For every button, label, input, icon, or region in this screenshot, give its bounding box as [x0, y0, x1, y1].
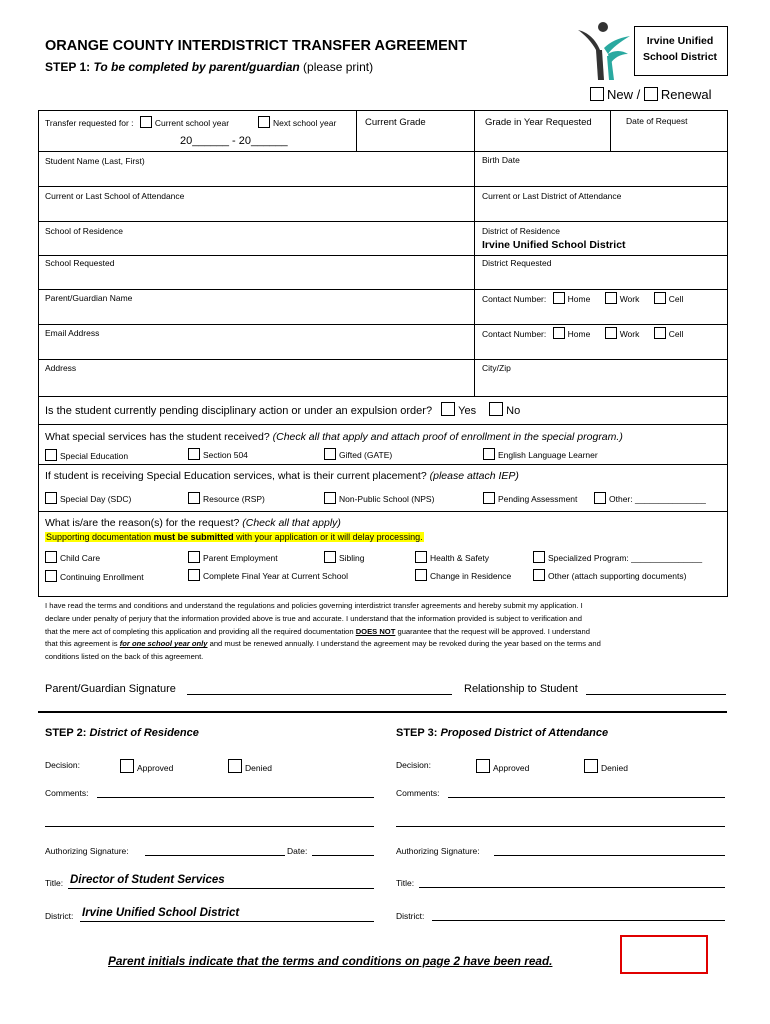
gifted-checkbox[interactable] [324, 448, 336, 460]
col-line [474, 110, 475, 396]
service-option[interactable] [324, 448, 392, 460]
supporting-docs-highlight [45, 532, 424, 542]
school-requested-label: School Requested [45, 258, 115, 268]
option-label: Special Day (SDC) [60, 494, 132, 504]
reason-option[interactable] [188, 551, 278, 563]
placement-note: (please attach IEP) [429, 470, 519, 482]
row-line [38, 324, 727, 325]
current-school-year-checkbox[interactable] [140, 116, 152, 128]
step3-italic: Proposed District of Attendance [440, 727, 609, 739]
terms-text: that the mere act of completing this application and providing all the required documentation [45, 626, 356, 636]
option-label: Pending Assessment [498, 494, 578, 504]
step2-district-value: Irvine Unified School District [82, 907, 240, 919]
no-label: No [506, 405, 521, 417]
disciplinary-question: Is the student currently pending disciplinary action or under an expulsion order? [45, 405, 433, 417]
parent-employment-checkbox[interactable] [188, 551, 200, 563]
service-option[interactable] [45, 449, 128, 461]
next-school-year-label: Next school year [273, 118, 337, 128]
ell-checkbox[interactable] [483, 448, 495, 460]
sdc-checkbox[interactable] [45, 492, 57, 504]
step3-approved-checkbox[interactable] [476, 759, 490, 773]
special-services-label: What special services has the student received? [45, 431, 270, 443]
yes-label: Yes [458, 405, 477, 417]
district-of-residence-label: District of Residence [482, 226, 560, 236]
terms-text: that this agreement is [45, 639, 120, 649]
grade-requested-label: Grade in Year Requested [485, 117, 592, 128]
option-label: Section 504 [203, 450, 248, 460]
approved-label: Approved [493, 763, 530, 773]
step2-date-line[interactable] [312, 855, 374, 856]
specialized-program-checkbox[interactable] [533, 551, 545, 563]
placement-label: If student is receiving Special Education services, what is their current placement? [45, 470, 427, 482]
step3-heading [396, 727, 608, 739]
step2-denied-checkbox[interactable] [228, 759, 242, 773]
contact-number-row-2 [482, 327, 683, 339]
nps-checkbox[interactable] [324, 492, 336, 504]
option-label: English Language Learner [498, 450, 598, 460]
next-year-row [258, 116, 336, 128]
step2-approved-checkbox[interactable] [120, 759, 134, 773]
disciplinary-yes-checkbox[interactable] [441, 402, 455, 416]
other-placement-checkbox[interactable] [594, 492, 606, 504]
step2-approved[interactable] [120, 759, 173, 773]
reason-option[interactable] [45, 551, 100, 563]
disciplinary-row [45, 402, 520, 417]
cell-checkbox[interactable] [654, 292, 666, 304]
row-line [38, 424, 727, 425]
option-label: Sibling [339, 553, 365, 563]
terms-text: and must be renewed annually. I understand the agreement may be revoked during the year based on the terms and [207, 639, 601, 649]
reasons-label: What is/are the reason(s) for the request? [45, 517, 240, 529]
approved-label: Approved [137, 763, 174, 773]
logo-figure-icon [574, 20, 634, 82]
option-label: Health & Safety [430, 553, 490, 563]
step2-authorizing-line[interactable] [145, 855, 285, 856]
terms-line: I have read the terms and conditions and understand the regulations and policies governing interdistrict transfer agreements and hereby submit my application. I [45, 601, 583, 610]
section-504-checkbox[interactable] [188, 448, 200, 460]
student-name-label: Student Name (Last, First) [45, 156, 145, 166]
parent-name-label: Parent/Guardian Name [45, 293, 133, 303]
contact-number-row-1 [482, 292, 683, 304]
step2-title-value: Director of Student Services [70, 874, 225, 886]
step2-comments-line-2[interactable] [45, 826, 374, 827]
reason-option[interactable] [533, 569, 686, 581]
section-divider [38, 711, 727, 713]
other-reason-checkbox[interactable] [533, 569, 545, 581]
form-title: ORANGE COUNTY INTERDISTRICT TRANSFER AGREEMENT [45, 38, 468, 54]
final-year-checkbox[interactable] [188, 569, 200, 581]
option-label: Specialized Program: _______________ [548, 553, 703, 563]
option-label: Gifted (GATE) [339, 450, 393, 460]
step2-title-line[interactable] [68, 888, 374, 889]
option-label: Other (attach supporting documents) [548, 571, 687, 581]
col-line [356, 110, 357, 151]
initials-note: Parent initials indicate that the terms and conditions on page 2 have been read. [108, 954, 553, 968]
placement-question [45, 470, 519, 482]
reason-option[interactable] [45, 570, 144, 582]
birth-date-label: Birth Date [482, 155, 520, 165]
placement-option[interactable] [594, 492, 706, 504]
step3-comments-line-2[interactable] [396, 826, 725, 827]
step3-approved[interactable] [476, 759, 529, 773]
service-option[interactable] [483, 448, 598, 460]
disciplinary-no-checkbox[interactable] [489, 402, 503, 416]
col-line [610, 110, 611, 151]
step2-title-label: Title: [45, 878, 64, 888]
continuing-enrollment-checkbox[interactable] [45, 570, 57, 582]
step3-district-line[interactable] [432, 920, 725, 921]
placement-option[interactable] [483, 492, 577, 504]
reason-option[interactable] [188, 569, 348, 581]
step1-suffix: (please print) [299, 60, 374, 74]
placement-option[interactable] [45, 492, 131, 504]
step3-denied-checkbox[interactable] [584, 759, 598, 773]
option-label: Child Care [60, 553, 101, 563]
highlight-text: with your application or it will delay processing. [233, 532, 423, 542]
step3-denied[interactable] [584, 759, 628, 773]
terms-line [45, 626, 735, 639]
relationship-line[interactable] [586, 694, 726, 695]
email-label: Email Address [45, 328, 100, 338]
step2-decision-label: Decision: [45, 760, 80, 770]
logo-text-line1: Irvine Unified [646, 35, 714, 47]
step1-prefix: STEP 1: [45, 60, 94, 74]
current-grade-label: Current Grade [365, 117, 426, 128]
relationship-label: Relationship to Student [464, 683, 578, 695]
work-checkbox[interactable] [605, 292, 617, 304]
year-range[interactable]: 20______ - 20______ [180, 135, 288, 147]
option-label: Continuing Enrollment [60, 572, 144, 582]
step3-title-label: Title: [396, 878, 415, 888]
cell-label: Cell [668, 329, 684, 339]
current-school-label: Current or Last School of Attendance [45, 191, 185, 201]
district-of-residence-value: Irvine Unified School District [482, 239, 626, 251]
slash: / [636, 87, 641, 102]
reasons-question [45, 517, 341, 529]
district-requested-label: District Requested [482, 258, 552, 268]
step1-heading [45, 60, 373, 74]
one-year-text: for one school year only [119, 639, 208, 649]
step3-comments-line[interactable] [448, 797, 725, 798]
renewal-checkbox[interactable] [644, 87, 658, 101]
terms-paragraph [45, 600, 735, 664]
terms-line [45, 638, 735, 651]
step2-authorizing-label: Authorizing Signature: [45, 846, 129, 856]
terms-line: conditions listed on the back of this agreement. [45, 652, 204, 662]
step2-district-label: District: [45, 911, 74, 921]
logo-text-line2: School District [642, 51, 718, 63]
row-line [38, 464, 727, 465]
school-of-residence-label: School of Residence [45, 226, 123, 236]
district-logo [574, 20, 634, 82]
reason-option[interactable] [415, 551, 489, 563]
service-option[interactable] [188, 448, 248, 460]
current-district-label: Current or Last District of Attendance [482, 191, 622, 201]
reason-option[interactable] [324, 551, 365, 563]
terms-text: guarantee that the request will be approved. I understand [395, 626, 590, 636]
current-school-year-label: Current school year [154, 118, 230, 128]
option-label: Other: _______________ [609, 494, 706, 504]
new-renewal [590, 87, 711, 102]
step3-authorizing-label: Authorizing Signature: [396, 846, 480, 856]
special-education-checkbox[interactable] [45, 449, 57, 461]
cell-checkbox[interactable] [654, 327, 666, 339]
step2-date-label: Date: [287, 846, 308, 856]
parent-signature-line[interactable] [187, 694, 452, 695]
step2-heading [45, 727, 199, 739]
date-of-request-label: Date of Request [626, 116, 688, 126]
new-checkbox[interactable] [590, 87, 604, 101]
row-line [38, 255, 727, 256]
step2-prefix: STEP 2: [45, 727, 90, 739]
row-line [38, 221, 727, 222]
pending-assessment-checkbox[interactable] [483, 492, 495, 504]
step3-decision-label: Decision: [396, 760, 431, 770]
row-line [38, 359, 727, 360]
step3-district-label: District: [396, 911, 425, 921]
terms-line: declare under penalty of perjury that the information provided above is true and accurate. I understand that the information provided is subject to verification and [45, 613, 582, 623]
address-label: Address [45, 363, 77, 373]
home-label: Home [567, 294, 591, 304]
reasons-note: (Check all that apply) [242, 517, 341, 529]
step2-district-line[interactable] [80, 921, 374, 922]
parent-initials-box[interactable] [620, 935, 708, 974]
step2-comments-line[interactable] [97, 797, 374, 798]
highlight-text: Supporting documentation [46, 532, 154, 542]
health-safety-checkbox[interactable] [415, 551, 427, 563]
row-line [38, 151, 727, 152]
row-line [38, 289, 727, 290]
contact-number-label: Contact Number: [482, 329, 547, 339]
sibling-checkbox[interactable] [324, 551, 336, 563]
step3-comments-label: Comments: [396, 788, 440, 798]
option-label: Resource (RSP) [203, 494, 265, 504]
work-label: Work [619, 294, 640, 304]
reason-option[interactable] [415, 569, 511, 581]
child-care-checkbox[interactable] [45, 551, 57, 563]
row-line [38, 511, 727, 512]
next-school-year-checkbox[interactable] [258, 116, 270, 128]
step3-prefix: STEP 3: [396, 727, 441, 739]
placement-option[interactable] [324, 492, 434, 504]
row-line [38, 396, 727, 397]
work-checkbox[interactable] [605, 327, 617, 339]
rsp-checkbox[interactable] [188, 492, 200, 504]
step2-comments-label: Comments: [45, 788, 89, 798]
row-line [38, 186, 727, 187]
cell-label: Cell [668, 294, 684, 304]
step3-authorizing-line[interactable] [494, 855, 725, 856]
step3-title-line[interactable] [419, 887, 725, 888]
option-label: Parent Employment [203, 553, 278, 563]
reason-option[interactable] [533, 551, 702, 563]
step1-italic: To be completed by parent/guardian [93, 60, 300, 74]
option-label: Change in Residence [430, 571, 512, 581]
contact-number-label: Contact Number: [482, 294, 547, 304]
option-label: Non-Public School (NPS) [339, 494, 435, 504]
city-zip-label: City/Zip [482, 363, 511, 373]
home-checkbox[interactable] [553, 327, 565, 339]
home-checkbox[interactable] [553, 292, 565, 304]
does-not-text: DOES NOT [355, 626, 396, 636]
transfer-requested-label: Transfer requested for : [45, 118, 134, 128]
change-residence-checkbox[interactable] [415, 569, 427, 581]
renewal-label: Renewal [660, 87, 712, 102]
highlight-bold: must be submitted [153, 532, 234, 542]
home-label: Home [567, 329, 591, 339]
special-services-note: (Check all that apply and attach proof of enrollment in the special program.) [272, 431, 623, 443]
placement-option[interactable] [188, 492, 265, 504]
new-label: New [607, 87, 634, 102]
work-label: Work [619, 329, 640, 339]
step2-italic: District of Residence [89, 727, 199, 739]
special-services-question [45, 431, 623, 443]
step2-denied[interactable] [228, 759, 272, 773]
parent-signature-label: Parent/Guardian Signature [45, 683, 176, 695]
denied-label: Denied [601, 763, 628, 773]
option-label: Special Education [60, 451, 129, 461]
transfer-requested-row [45, 116, 229, 128]
option-label: Complete Final Year at Current School [203, 571, 349, 581]
denied-label: Denied [245, 763, 272, 773]
